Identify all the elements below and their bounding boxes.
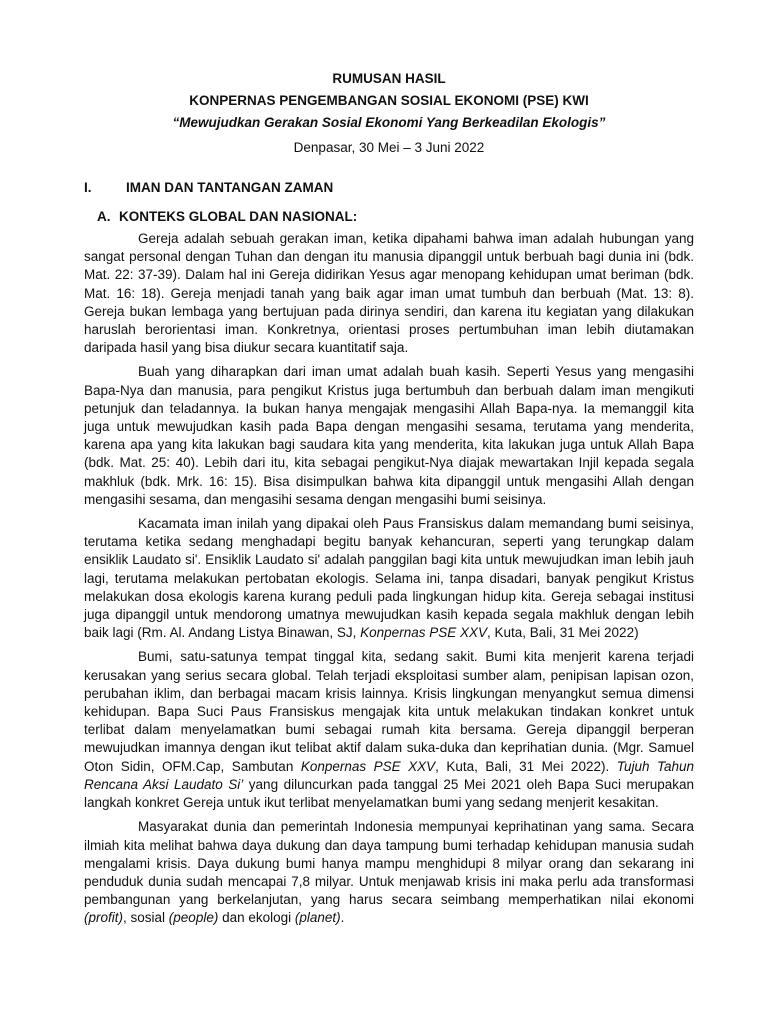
paragraph-text: . bbox=[340, 910, 345, 926]
body-paragraph bbox=[84, 648, 694, 812]
body-paragraph bbox=[84, 515, 694, 642]
body-paragraph bbox=[84, 230, 694, 357]
paragraph-text: , sosial bbox=[123, 910, 169, 926]
place-date: Denpasar, 30 Mei – 3 Juni 2022 bbox=[293, 140, 485, 155]
document-title: RUMUSAN HASIL bbox=[332, 71, 446, 86]
paragraph-text: Bumi, satu-satunya tempat tinggal kita, sedang sakit. Bumi kita menjerit karena terjadi kerusakan yang serius secara global. Telah terjadi eksploitasi sumber alam, penipisan lapisan ozon, perubahan iklim, dan berbagai macam krisis lainnya. Krisis lingkungan menyangkut semua dimensi kehidupan. Bapa Suci Paus Fransiskus mengajak kita untuk melakukan tindakan konkret untuk terlibat dalam menyelamatkan bumi sebagai rumah kita bersama. Gereja dipanggil berperan mewujudkan imannya dengan ikut telibat aktif dalam suka-duka dan keprihatian dunia. (Mgr. Samuel Oton Sidin, OFM.Cap, Sambutan bbox=[84, 649, 694, 774]
italic-text: (profit) bbox=[84, 910, 124, 926]
paragraph-text: , Kuta, Bali, 31 Mei 2022). bbox=[435, 758, 617, 774]
paragraph-text: yang diluncurkan pada tanggal 25 Mei 2021 oleh Bapa Suci merupakan langkah konkret Gereja untuk ikut terlibat menyelamatkan bumi yang sedang menjerit kesakitan. bbox=[84, 776, 694, 811]
document-theme: “Mewujudkan Gerakan Sosial Ekonomi Yang Berkeadilan Ekologis” bbox=[172, 115, 606, 130]
section-number: I. bbox=[84, 180, 92, 195]
italic-text: (people) bbox=[168, 910, 219, 926]
document-body bbox=[84, 230, 694, 928]
body-paragraph bbox=[84, 818, 694, 927]
italic-text: Tujuh Tahun Rencana Aksi Laudato Si’ bbox=[84, 758, 695, 792]
paragraph-text: Gereja adalah sebuah gerakan iman, ketika dipahami bahwa iman adalah hubungan yang sangat personal dengan Tuhan dan dengan itu manusia dipanggil untuk berbuah bagi dunia ini (bdk. Mat. 22: 37-39). Dalam hal ini Gereja didirikan Yesus agar menopang kehidupan umat beriman (bdk. Mat. 16: 18). Gereja menjadi tanah yang baik agar iman umat tumbuh dan berbuah (Mat. 13: 8). Gereja bukan lembaga yang bertujuan pada dirinya sendiri, dan karena itu kegiatan yang dilakukan haruslah berorientasi iman. Konkretnya, orientasi proses pertumbuhan iman lebih diutamakan daripada hasil yang bisa diukur secara kuantitatif saja. bbox=[84, 231, 694, 356]
subsection-heading bbox=[84, 209, 694, 224]
italic-text: Konpernas PSE XXV bbox=[360, 625, 487, 641]
section-title: IMAN DAN TANTANGAN ZAMAN bbox=[126, 180, 334, 195]
document-subtitle: KONPERNAS PENGEMBANGAN SOSIAL EKONOMI (PSE) KWI bbox=[189, 93, 589, 108]
section-heading bbox=[84, 180, 694, 195]
subsection-title: KONTEKS GLOBAL DAN NASIONAL: bbox=[119, 209, 358, 224]
paragraph-text: dan ekologi bbox=[218, 910, 295, 926]
paragraph-text: Buah yang diharapkan dari iman umat adalah buah kasih. Seperti Yesus yang mengasihi Bapa-Nya dan manusia, para pengikut Kristus juga bertumbuh dan berbuah dalam iman mengikuti petunjuk dan teladannya. Ia bukan hanya mengajak mengasihi Allah Bapa-nya. Ia memanggil kita juga untuk mewujudkan kasih pada Bapa dengan mengasihi sesama, terutama yang menderita, karena apa yang kita lakukan bagi saudara kita yang menderita, kita lakukan juga untuk Allah Bapa (bdk. Mat. 25: 40). Lebih dari itu, kita sebagai pengikut-Nya diajak mewartakan Injil kepada segala makhluk (bdk. Mrk. 16: 15). Bisa disimpulkan bahwa kita dipanggil untuk mengasihi Allah dengan mengasihi sesama, dan mengasihi sesama dengan mengasihi bumi seisinya. bbox=[84, 364, 694, 507]
paragraph-text: Masyarakat dunia dan pemerintah Indonesia mempunyai keprihatinan yang sama. Secara ilmiah kita melihat bahwa daya dukung dan daya tampung bumi terhadap kehidupan manusia sudah mengalami krisis. Daya dukung bumi hanya mampu menghidupi 8 milyar orang dan sekarang ini penduduk dunia sudah mencapai 7,8 milyar. Untuk menjawab krisis ini maka perlu ada transformasi pembangunan yang berkelanjutan, yang harus secara seimbang memperhatikan nilai ekonomi bbox=[84, 819, 694, 908]
italic-text: Konpernas PSE XXV bbox=[300, 758, 436, 774]
document-header bbox=[84, 68, 694, 159]
paragraph-text: , Kuta, Bali, 31 Mei 2022) bbox=[486, 625, 639, 641]
subsection-number: A. bbox=[97, 209, 111, 224]
body-paragraph bbox=[84, 363, 694, 509]
italic-text: (planet) bbox=[294, 910, 341, 926]
paragraph-text: Kacamata iman inilah yang dipakai oleh Paus Fransiskus dalam memandang bumi seisinya, terutama ketika sedang menghadapi begitu banyak kehancuran, seperti yang terungkap dalam ensiklik Laudato si'. Ensiklik Laudato si' adalah panggilan bagi kita untuk mewujudkan iman lebih jauh lagi, terutama melakukan pertobatan ekologis. Selama ini, tanpa disadari, banyak pengikut Kristus melakukan dosa ekologis karena kurang peduli pada lingkungan hidup kita. Gereja sebagai institusi juga dipanggil untuk mendorong umatnya mewujudkan kasih kepada segala makhluk dengan lebih baik lagi (Rm. Al. Andang Listya Binawan, SJ, bbox=[84, 516, 694, 641]
